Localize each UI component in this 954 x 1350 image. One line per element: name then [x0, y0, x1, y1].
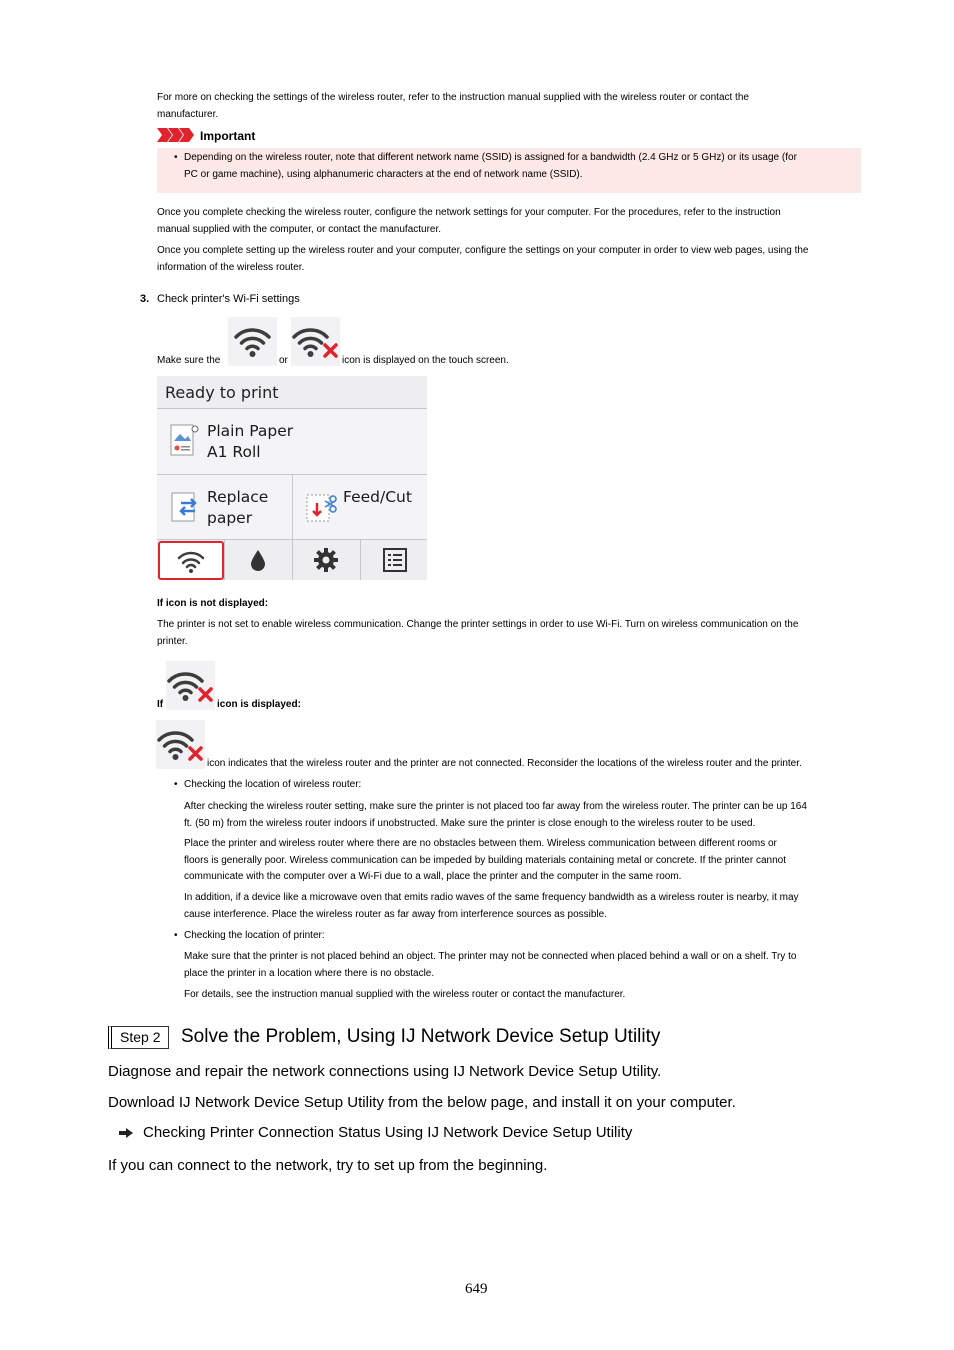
paragraph-line: cause interference. Place the wireless router as far away from interference sources as possible. [184, 908, 607, 920]
web-settings-paragraph [157, 243, 867, 276]
displayed-heading-if: If [157, 699, 164, 710]
replace-paper-button[interactable] [157, 475, 292, 539]
list-icon [383, 548, 407, 572]
gear-icon [314, 548, 338, 572]
paragraph-line: Make sure that the printer is not placed behind an object. The printer may not be connected when placed behind a wall or on a shelf. Try to [184, 951, 797, 962]
displayed-heading-rest: icon is displayed: [217, 699, 301, 710]
printer-check-bullet: • Checking the location of printer: [184, 928, 325, 945]
wifi-button[interactable] [158, 541, 224, 580]
ink-button[interactable] [225, 540, 292, 580]
important-label: Important [200, 129, 256, 143]
paragraph-line: Once you complete checking the wireless router, configure the network settings for your computer. For the procedures, refer to the instruction [157, 207, 781, 218]
paragraph-line: In addition, if a device like a microwave oven that emits radio waves of the same frequency bandwidth as a wireless router is nearby, it may [184, 892, 799, 903]
ink-drop-icon [250, 549, 266, 571]
touch-screen-image [157, 376, 427, 580]
important-bullet [184, 150, 854, 183]
paragraph-line: information of the wireless router. [157, 261, 305, 273]
settings-button[interactable] [293, 540, 360, 580]
paper-size: A1 Roll [207, 443, 261, 461]
router-check-bullet: • Checking the location of wireless router: [184, 777, 361, 794]
important-note [157, 148, 861, 193]
step-2-paragraph-3: If you can connect to the network, try to set up from the beginning. [108, 1157, 548, 1174]
paragraph-line: Once you complete setting up the wireless router and your computer, configure the settings on your computer in order to view web pages, using the [157, 245, 809, 256]
step-3-title: Check printer's Wi-Fi settings [157, 293, 300, 305]
router-check-paragraph-2 [184, 836, 864, 886]
paragraph-line: floors is generally poor. Wireless communication can be impeded by building materials containing metal or concrete. If the printer cannot [184, 854, 786, 866]
arrow-right-icon [118, 1127, 134, 1139]
paper-icon [169, 423, 199, 459]
computer-settings-paragraph [157, 205, 867, 238]
paragraph-line: After checking the wireless router setting, make sure the printer is not placed too far away from the wireless router. The printer can be up 164 [184, 801, 807, 812]
replace-label-line1: Replace [207, 488, 269, 506]
status-text: Ready to print [165, 383, 279, 402]
make-sure-text: Make sure the [157, 355, 221, 366]
intro-line: manufacturer. [157, 108, 219, 120]
disconnected-description: icon indicates that the wireless router and the printer are not connected. Reconsider the locations of the wireless router and the printer. [207, 758, 802, 769]
wifi-disconnected-icon [166, 661, 215, 710]
menu-button[interactable] [361, 540, 427, 580]
wifi-icon [176, 547, 206, 575]
wifi-disconnected-icon [291, 317, 340, 366]
paragraph-line: The printer is not set to enable wireless communication. Change the printer settings in order to use Wi-Fi. Turn on wireless communication on the [157, 619, 799, 630]
wifi-disconnected-icon [156, 720, 205, 769]
link-text[interactable]: Checking Printer Connection Status Using IJ Network Device Setup Utility [143, 1124, 633, 1141]
feed-cut-button[interactable] [293, 475, 427, 539]
step-2-paragraph-2: Download IJ Network Device Setup Utility from the below page, and install it on your computer. [108, 1094, 736, 1111]
important-line: • Depending on the wireless router, note that different network name (SSID) is assigned for a bandwidth (2.4 GHz or 5 GHz) or its usage (for [184, 152, 797, 163]
page-number: 649 [465, 1281, 488, 1297]
not-displayed-paragraph [157, 617, 867, 650]
paragraph-line: manual supplied with the computer, or contact the manufacturer. [157, 223, 442, 235]
printer-check-paragraph-1 [184, 949, 864, 982]
step-2-title: Solve the Problem, Using IJ Network Device Setup Utility [181, 1026, 661, 1047]
paragraph-line: Place the printer and wireless router where there are no obstacles between them. Wireless communication between different rooms or [184, 838, 777, 849]
paragraph-line: place the printer in a location where there is no obstacle. [184, 967, 435, 979]
step-2-paragraph-1: Diagnose and repair the network connections using IJ Network Device Setup Utility. [108, 1063, 662, 1080]
step-3-number: 3. [140, 293, 150, 305]
replace-label-line2: paper [207, 509, 253, 527]
intro-paragraph [157, 90, 867, 123]
paper-type: Plain Paper [207, 422, 294, 440]
router-check-paragraph-3 [184, 890, 864, 923]
paper-info-row[interactable] [157, 409, 427, 474]
not-displayed-heading: If icon is not displayed: [157, 598, 269, 609]
replace-paper-icon [169, 491, 201, 525]
paragraph-line: communicate with the computer over a Wi-Fi due to a wall, place the printer and the computer in the same room. [184, 871, 682, 882]
important-chevrons-icon [157, 128, 195, 142]
feed-cut-label: Feed/Cut [343, 488, 412, 506]
feed-cut-icon [305, 491, 341, 525]
important-line: PC or game machine), using alphanumeric characters at the end of network name (SSID). [184, 168, 583, 180]
paragraph-line: printer. [157, 635, 188, 647]
make-sure-suffix: icon is displayed on the touch screen. [342, 355, 509, 366]
or-text: or [279, 355, 288, 366]
intro-line: For more on checking the settings of the wireless router, refer to the instruction manual supplied with the wireless router or contact the [157, 92, 749, 103]
paragraph-line: ft. (50 m) from the wireless router indoors if unobstructed. Make sure the printer is close enough to the wireless router to be used. [184, 817, 756, 829]
router-check-paragraph-1 [184, 799, 864, 832]
printer-check-paragraph-2: For details, see the instruction manual supplied with the wireless router or contact the manufacturer. [184, 989, 626, 1000]
wifi-icon [228, 317, 277, 366]
step-2-tag: Step 2 [108, 1026, 169, 1049]
